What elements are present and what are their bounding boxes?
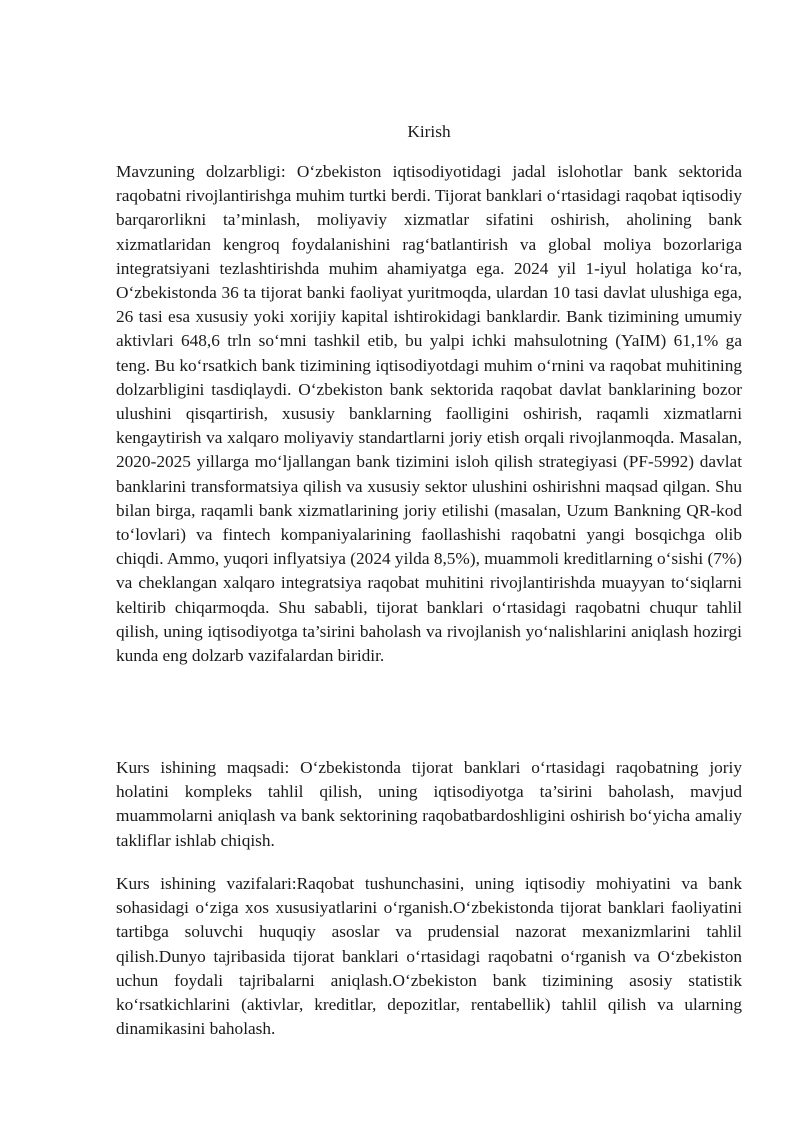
paragraph-tasks: Kurs ishining vazifalari:Raqobat tushunchasini, uning iqtisodiy mohiyatini va bank sohasidagi o‘ziga xos xususiyatlarini o‘rganish.O‘zbekistonda tijorat banklari faoliyatini tartibga soluvchi huquqiy asoslar va prudensial nazorat mexanizmlarini tahlil qilish.Dunyo tajribasida tijorat banklari o‘rtasidagi raqobatni o‘rganish va O‘zbekiston uchun foydali tajribalarni aniqlash.O‘zbekiston bank tizimining asosiy statistik ko‘rsatkichlarini (aktivlar, kreditlar, depozitlar, rentabellik) tahlil qilish va ularning dinamikasini baholash.	[116, 874, 742, 1039]
paragraph-relevance: Mavzuning dolzarbligi: O‘zbekiston iqtisodiyotidagi jadal islohotlar bank sektorida raqobatni rivojlantirishga muhim turtki berdi. Tijorat banklari o‘rtasidagi raqobat iqtisodiy barqarorlikni ta’minlash, moliyaviy xizmatlar sifatini oshirish, aholining bank xizmatlaridan kengroq foydalanishini rag‘batlantirish va global moliya bozorlariga integratsiyani tezlashtirishda muhim ahamiyatga ega. 2024 yil 1-iyul holatiga ko‘ra, O‘zbekistonda 36 ta tijorat banki faoliyat yuritmoqda, ulardan 10 tasi davlat ulushiga ega, 26 tasi esa xususiy yoki xorijiy kapital ishtirokidagi banklardir. Bank tizimining umumiy aktivlari 648,6 trln so‘mni tashkil etib, bu yalpi ichki mahsulotning (YaIM) 61,1% ga teng. Bu ko‘rsatkich bank tizimining iqtisodiyotdagi muhim o‘rnini va raqobat muhitining dolzarbligini tasdiqlaydi. O‘zbekiston bank sektorida raqobat davlat banklarining bozor ulushini qisqartirish, xususiy banklarning faolligini oshirish, raqamli xizmatlarni kengaytirish va xalqaro moliyaviy standartlarni joriy etish orqali rivojlanmoqda. Masalan, 2020-2025 yillarga mo‘ljallangan bank tizimini isloh qilish strategiyasi (PF-5992) davlat banklarini transformatsiya qilish va xususiy sektor ulushini oshirishni maqsad qilgan. Shu bilan birga, raqamli bank xizmatlarining joriy etilishi (masalan, Uzum Bankning QR-kod to‘lovlari) va fintech kompaniyalarining faollashishi raqobatni yangi bosqichga olib chiqdi. Ammo, yuqori inflyatsiya (2024 yilda 8,5%), muammoli kreditlarning o‘sishi (7%) va cheklangan xalqaro integratsiya raqobat muhitini rivojlantirishda muayyan to‘siqlarni keltirib chiqarmoqda. Shu sababli, tijorat banklari o‘rtasidagi raqobatni chuqur tahlil qilish, uning iqtisodiyotga ta’sirini baholash va rivojlanish yo‘nalishlarini aniqlash hozirgi kunda eng dolzarb vazifalardan biridir.	[116, 162, 742, 666]
page-title: Kirish	[407, 122, 451, 141]
paragraph-goal: Kurs ishining maqsadi: O‘zbekistonda tijorat banklari o‘rtasidagi raqobatning joriy holatini kompleks tahlil qilish, uning iqtisodiyotga ta’sirini baholash, mavjud muammolarni aniqlash va bank sektorining raqobatbardoshligini oshirish bo‘yicha amaliy takliflar ishlab chiqish.	[116, 758, 742, 850]
